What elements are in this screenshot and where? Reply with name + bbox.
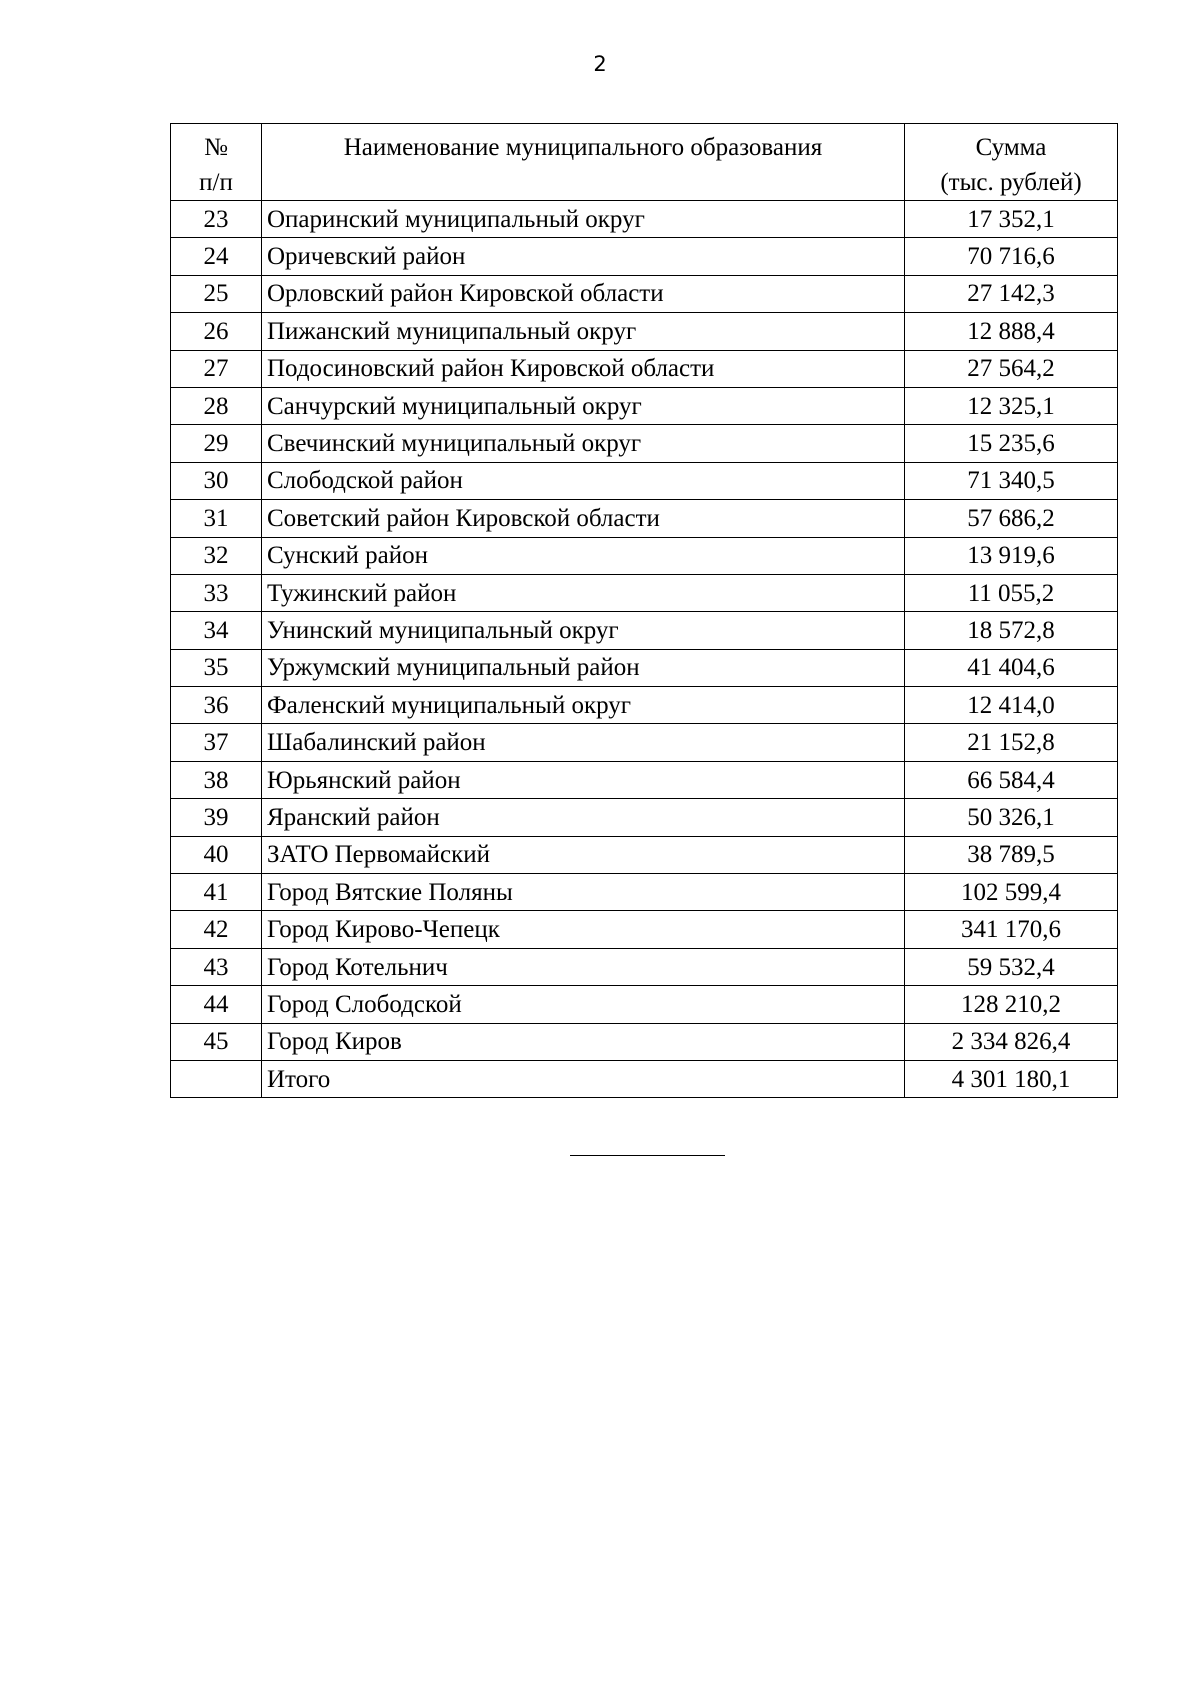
row-name: Свечинский муниципальный округ (262, 425, 905, 462)
row-sum: 57 686,2 (905, 500, 1118, 537)
row-name: Сунский район (262, 537, 905, 574)
row-sum: 41 404,6 (905, 649, 1118, 686)
row-number: 27 (171, 350, 262, 387)
header-number (171, 124, 262, 201)
header-number-line2: п/п (199, 169, 233, 196)
row-number: 36 (171, 687, 262, 724)
row-number: 35 (171, 649, 262, 686)
row-sum: 102 599,4 (905, 874, 1118, 911)
row-number: 30 (171, 462, 262, 499)
row-name: Слободской район (262, 462, 905, 499)
row-sum: 38 789,5 (905, 836, 1118, 873)
row-name: Пижанский муниципальный округ (262, 313, 905, 350)
table-row (171, 537, 1118, 574)
row-name: Юрьянский район (262, 761, 905, 798)
table-row (171, 1023, 1118, 1060)
total-label: Итого (262, 1060, 905, 1097)
table-row (171, 799, 1118, 836)
row-sum: 21 152,8 (905, 724, 1118, 761)
row-number: 32 (171, 537, 262, 574)
table-row (171, 687, 1118, 724)
row-sum: 2 334 826,4 (905, 1023, 1118, 1060)
row-name: Город Вятские Поляны (262, 874, 905, 911)
row-name: Шабалинский район (262, 724, 905, 761)
table-header-row (171, 124, 1118, 201)
row-number: 29 (171, 425, 262, 462)
row-sum: 12 325,1 (905, 387, 1118, 424)
row-number: 31 (171, 500, 262, 537)
row-name: Тужинский район (262, 574, 905, 611)
row-name: Подосиновский район Кировской области (262, 350, 905, 387)
row-number: 40 (171, 836, 262, 873)
row-sum: 27 142,3 (905, 275, 1118, 312)
row-number: 34 (171, 612, 262, 649)
header-sum (905, 124, 1118, 201)
municipal-sums-table (170, 123, 1118, 1098)
table-row (171, 275, 1118, 312)
row-sum: 13 919,6 (905, 537, 1118, 574)
row-number: 45 (171, 1023, 262, 1060)
row-name: Город Слободской (262, 986, 905, 1023)
row-sum: 12 414,0 (905, 687, 1118, 724)
table-row (171, 425, 1118, 462)
row-name: Фаленский муниципальный округ (262, 687, 905, 724)
row-sum: 66 584,4 (905, 761, 1118, 798)
table-body (171, 201, 1118, 1098)
row-number: 42 (171, 911, 262, 948)
row-sum: 50 326,1 (905, 799, 1118, 836)
table-row (171, 986, 1118, 1023)
row-name: Опаринский муниципальный округ (262, 201, 905, 238)
table-row (171, 462, 1118, 499)
header-sum-line1: Сумма (975, 134, 1047, 161)
row-number: 26 (171, 313, 262, 350)
row-name: Яранский район (262, 799, 905, 836)
table-row (171, 612, 1118, 649)
row-sum: 15 235,6 (905, 425, 1118, 462)
page-number: 2 (593, 52, 607, 76)
header-name: Наименование муниципального образования (262, 124, 905, 201)
total-sum: 4 301 180,1 (905, 1060, 1118, 1097)
table-row (171, 649, 1118, 686)
row-name: Оричевский район (262, 238, 905, 275)
table-row (171, 948, 1118, 985)
row-number: 23 (171, 201, 262, 238)
row-name: ЗАТО Первомайский (262, 836, 905, 873)
row-sum: 27 564,2 (905, 350, 1118, 387)
row-sum: 128 210,2 (905, 986, 1118, 1023)
row-name: Санчурский муниципальный округ (262, 387, 905, 424)
row-name: Советский район Кировской области (262, 500, 905, 537)
row-name: Город Котельнич (262, 948, 905, 985)
row-number: 43 (171, 948, 262, 985)
table-row (171, 201, 1118, 238)
row-sum: 12 888,4 (905, 313, 1118, 350)
table-row (171, 574, 1118, 611)
table-row (171, 874, 1118, 911)
row-number: 25 (171, 275, 262, 312)
table-row (171, 313, 1118, 350)
row-sum: 70 716,6 (905, 238, 1118, 275)
row-name: Унинский муниципальный округ (262, 612, 905, 649)
table-row (171, 911, 1118, 948)
row-number: 28 (171, 387, 262, 424)
header-number-line1: № (204, 134, 228, 161)
row-sum: 18 572,8 (905, 612, 1118, 649)
table-row (171, 761, 1118, 798)
row-sum: 341 170,6 (905, 911, 1118, 948)
header-sum-line2: (тыс. рублей) (940, 169, 1082, 196)
closing-rule (570, 1155, 725, 1156)
table-row (171, 500, 1118, 537)
row-number: 39 (171, 799, 262, 836)
table-row (171, 387, 1118, 424)
row-number: 33 (171, 574, 262, 611)
table-row (171, 238, 1118, 275)
row-number: 44 (171, 986, 262, 1023)
table-row (171, 724, 1118, 761)
row-number: 37 (171, 724, 262, 761)
row-name: Город Кирово-Чепецк (262, 911, 905, 948)
row-number: 24 (171, 238, 262, 275)
row-name: Уржумский муниципальный район (262, 649, 905, 686)
row-number: 41 (171, 874, 262, 911)
table-row (171, 350, 1118, 387)
row-sum: 11 055,2 (905, 574, 1118, 611)
row-number: 38 (171, 761, 262, 798)
row-name: Город Киров (262, 1023, 905, 1060)
row-sum: 17 352,1 (905, 201, 1118, 238)
table-row (171, 836, 1118, 873)
total-row (171, 1060, 1118, 1097)
row-sum: 71 340,5 (905, 462, 1118, 499)
row-name: Орловский район Кировской области (262, 275, 905, 312)
row-sum: 59 532,4 (905, 948, 1118, 985)
total-number (171, 1060, 262, 1097)
